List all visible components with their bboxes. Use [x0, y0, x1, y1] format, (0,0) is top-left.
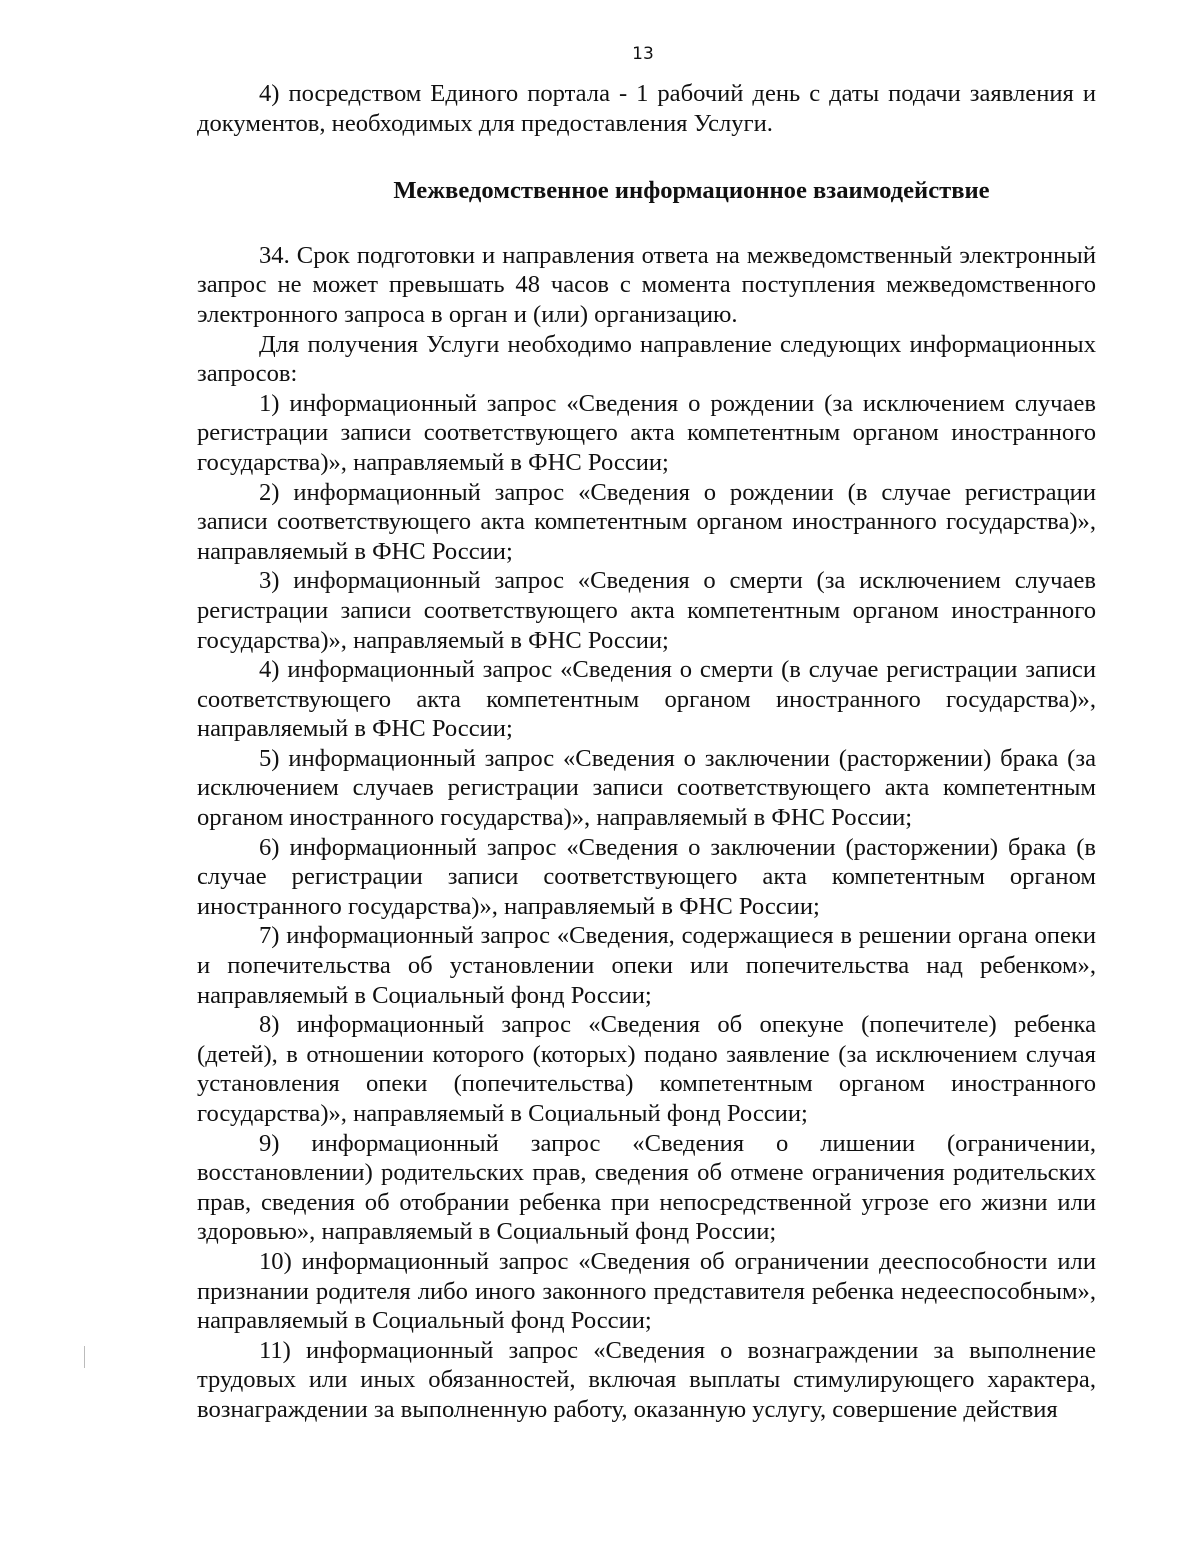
paragraph-clause-34: 34. Срок подготовки и направления ответа на межведомственный электронный запрос не может превышать 48 часов с момента поступления межведомственного электронного запроса в орган и (или) организацию.	[197, 241, 1096, 328]
document-body	[197, 79, 1096, 1425]
paragraph-intro: 4) посредством Единого портала - 1 рабочий день с даты подачи заявления и документов, необходимых для предоставления Услуги.	[197, 80, 1096, 137]
list-item: 3) информационный запрос «Сведения о смерти (за исключением случаев регистрации записи соответствующего акта компетентным органом иностранного государства)», направляемый в ФНС России;	[197, 567, 1096, 654]
list-item: 11) информационный запрос «Сведения о вознаграждении за выполнение трудовых или иных обязанностей, включая выплаты стимулирующего характера, вознаграждении за выполненную работу, оказанную услугу, совершение действия	[197, 1336, 1096, 1423]
list-item: 10) информационный запрос «Сведения об ограничении дееспособности или признании родителя либо иного законного представителя ребенка недееспособным», направляемый в Социальный фонд России;	[197, 1247, 1096, 1335]
list-item: 8) информационный запрос «Сведения об опекуне (попечителе) ребенка (детей), в отношении которого (которых) подано заявление (за исключением случая установления опеки (попечительства) компетентным органом иностранного государства)», направляемый в Социальный фонд России;	[197, 1011, 1096, 1127]
page-number: 13	[632, 44, 654, 64]
list-item: 6) информационный запрос «Сведения о заключении (расторжении) брака (в случае регистрации записи соответствующего акта компетентным органом иностранного государства)», направляемый в ФНС России;	[197, 833, 1096, 920]
list-item: 1) информационный запрос «Сведения о рождении (за исключением случаев регистрации записи соответствующего акта компетентным органом иностранного государства)», направляемый в ФНС России;	[197, 389, 1096, 476]
section-heading: Межведомственное информационное взаимодействие	[393, 177, 990, 205]
list-item: 5) информационный запрос «Сведения о заключении (расторжении) брака (за исключением случаев регистрации записи соответствующего акта компетентным органом иностранного государства)», направляемый в ФНС России;	[197, 744, 1096, 832]
list-item: 4) информационный запрос «Сведения о смерти (в случае регистрации записи соответствующего акта компетентным органом иностранного государства)», направляемый в ФНС России;	[197, 656, 1096, 743]
paragraph-requests-intro: Для получения Услуги необходимо направление следующих информационных запросов:	[197, 330, 1096, 388]
list-item: 7) информационный запрос «Сведения, содержащиеся в решении органа опеки и попечительства об установлении опеки или попечительства над ребенком», направляемый в Социальный фонд России;	[197, 922, 1096, 1009]
list-item: 9) информационный запрос «Сведения о лишении (ограничении, восстановлении) родительских прав, сведения об отмене ограничения родительских прав, сведения об отобрании ребенка при непосредственной угрозе его жизни или здоровью», направляемый в Социальный фонд России;	[197, 1129, 1096, 1246]
list-item: 2) информационный запрос «Сведения о рождении (в случае регистрации записи соответствующего акта компетентным органом иностранного государства)», направляемый в ФНС России;	[197, 478, 1096, 565]
scan-margin-mark	[84, 1346, 85, 1368]
